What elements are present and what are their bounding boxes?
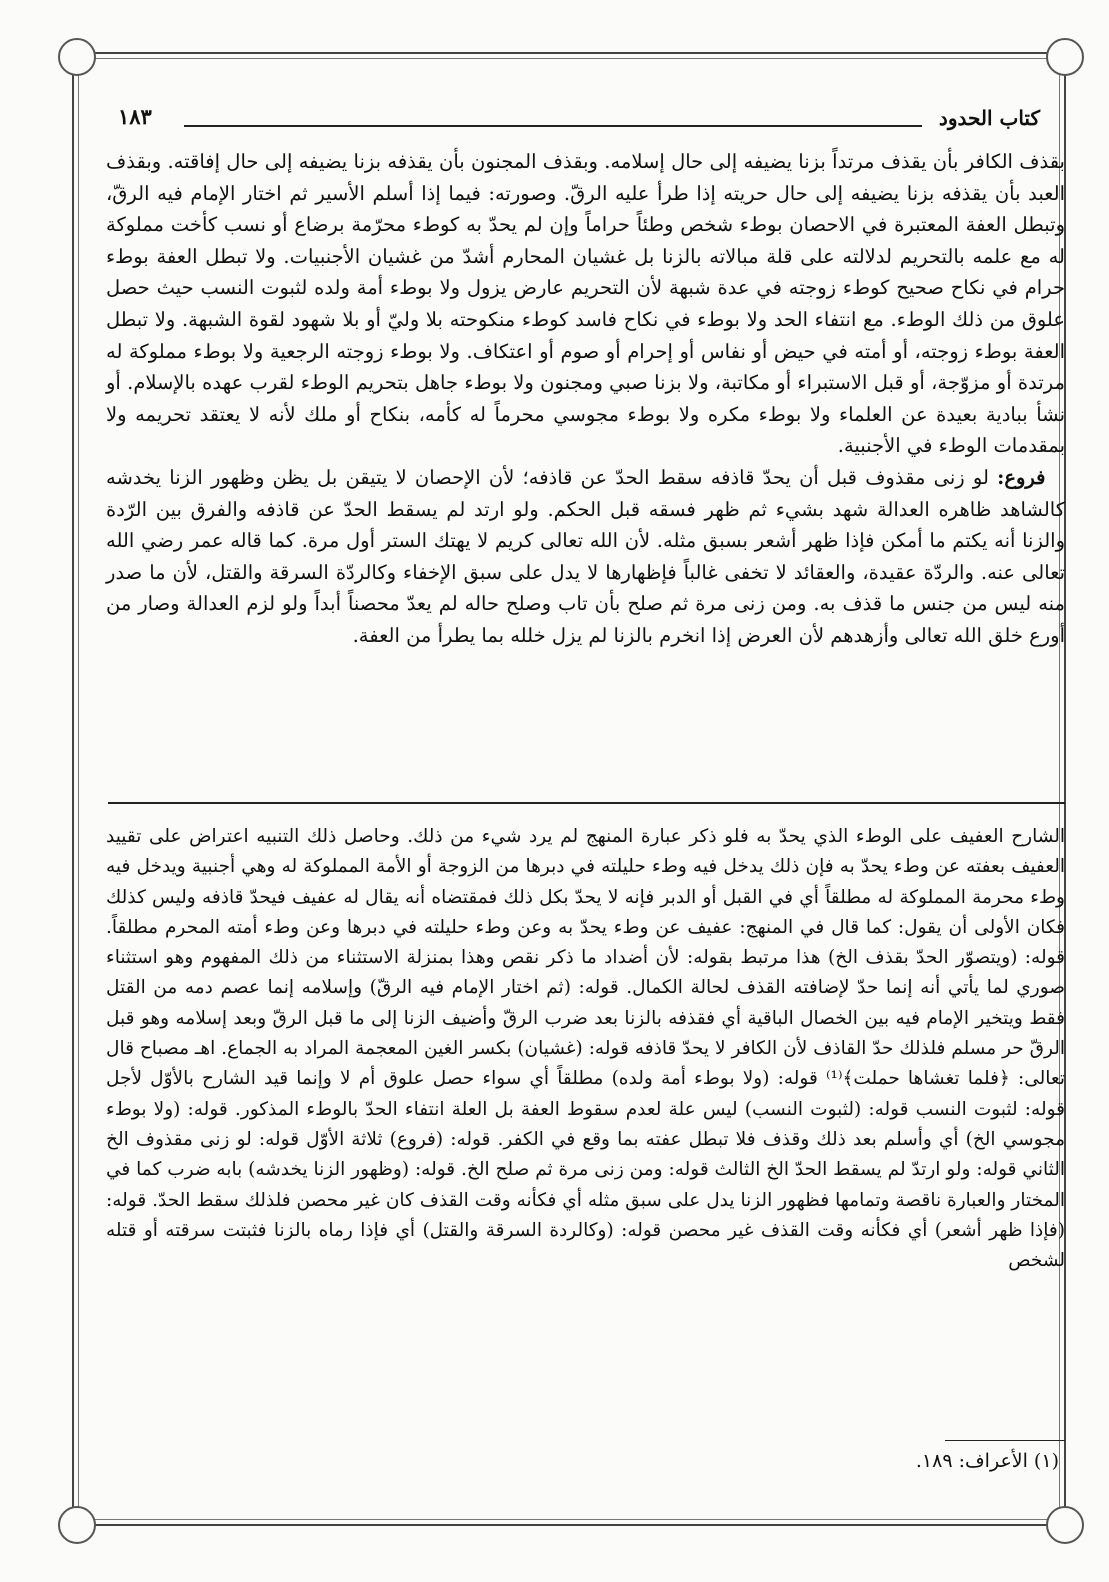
commentary-block [106,822,1065,1276]
furu-label: فروع: [997,465,1046,489]
chapter-title: كتاب الحدود [938,106,1040,130]
running-header [110,100,1040,134]
border-ornament-bottom-left [58,1506,96,1544]
commentary-divider [108,802,1065,804]
border-ornament-top-left [58,38,96,76]
main-paragraph: بقذف الكافر بأن يقذف مرتداً بزنا يضيفه إلى حال إسلامه. وبقذف المجنون بأن يقذفه بزنا يضيفه إلى حال إفاقته. وبقذف العبد بأن يقذفه بزنا يضيفه إلى حال حريته إذا طرأ عليه الرقّ. وصورته: فيما إذا أسلم الأسير ثم اختار الإمام فيه الرقّ، وتبطل العفة المعتبرة في الاحصان بوطء شخص وطئاً حراماً وإن لم يحدّ به كوطء محرّمة برضاع أو نسب كأخت مملوكة له مع علمه بالتحريم لدلالته على قلة مبالاته بالزنا بل غشيان المحارم أشدّ من غشيان الأجنبيات. ولا تبطل العفة بوطء حرام في نكاح صحيح كوطء زوجته في عدة شبهة لأن التحريم عارض يزول ولا بوطء أمة ولده لثبوت النسب حيث حصل علوق من ذلك الوطء. مع انتفاء الحد ولا بوطء في نكاح فاسد كوطء منكوحته بلا وليّ أو بلا شهود لقوة الشبهة. ولا تبطل العفة بوطء زوجته، أو أمته في حيض أو نفاس أو إحرام أو صوم أو اعتكاف. ولا بوطء زوجته الرجعية ولا بوطء مملوكة له مرتدة أو مزوّجة، أو قبل الاستبراء أو مكاتبة، ولا بزنا صبي ومجنون ولا بوطء جاهل بتحريم الوطء لقرب عهده بالإسلام. أو نشأ ببادية بعيدة عن العلماء ولا بوطء مكره ولا بوطء مجوسي محرماً له كأمه، بنكاح أو ملك لأنه لا يعتقد تحريمه ولا بمقدمات الوطء في الأجنبية. [106,150,1065,458]
footnote: (١) الأعراف: ١٨٩. [915,1450,1059,1472]
furu-paragraph [106,462,1065,652]
footnote-rule [945,1440,1065,1441]
furu-text: لو زنى مقذوف قبل أن يحدّ قاذفه سقط الحدّ عن قاذفه؛ لأن الإحصان لا يتيقن بل يظن وظهور الزنا يخدشه كالشاهد ظاهره العدالة شهد بشيء ثم ظهر فسقه قبل الحكم. ولو ارتد لم يسقط الحدّ عن قاذفه والفرق بين الرّدة والزنا أنه يكتم ما أمكن فإذا ظهر أشعر بسبق مثله. لأن الله تعالى كريم لا يهتك الستر أول مرة. كما قاله عمر رضي الله تعالى عنه. والردّة عقيدة، والعقائد لا تخفى غالباً فإظهارها لا يدل على سبق الإخفاء وكالردّة السرقة والقتل، لأن ما صدر منه ليس من جنس ما قذف به. ومن زنى مرة ثم صلح بأن تاب وصلح حاله لم يعدّ محصناً أبداً ولو لزم العدالة وصار من أورع خلق الله تعالى وأزهدهم لأن العرض إذا انخرم بالزنا لم يزل خلله بما يطرأ من العفة. [106,465,1065,647]
main-text-block [106,146,1065,652]
header-rule [184,125,922,127]
page-number: ١٨٣ [118,104,152,129]
commentary-paragraph: الشارح العفيف على الوطء الذي يحدّ به فلو ذكر عبارة المنهج لم يرد شيء من ذلك. وحاصل ذلك التنبيه اعتراض على تقييد العفيف بعفته عن وطء يحدّ به فإن ذلك يدخل فيه وطء حليلته في دبرها من الزوجة أو الأمة المملوكة له وهي أجنبية ويدخل فيه وطء محرمة المملوكة له مطلقاً أي في القبل أو الدبر فإنه لا يحدّ بكل ذلك فمقتضاه أنه يقال له عفيف فيحدّ قاذفه وليس كذلك فكان الأولى أن يقول: كما قال في المنهج: عفيف عن وطء يحدّ به وعن وطء حليلته في دبرها وعن وطء أمته المحرم مطلقاً. قوله: (ويتصوّر الحدّ بقذف الخ) هذا مرتبط بقوله: لأن أضداد ما ذكر نقص وهذا بمنزلة الاستثناء من ذلك المفهوم وهو استثناء صوري لما يأتي أنه إنما حدّ لإضافته القذف لحالة الكمال. قوله: (ثم اختار الإمام فيه الرقّ) وإسلامه إنما عصم دمه من القتل فقط ويتخير الإمام فيه بين الخصال الباقية أي فقذفه بالزنا بعد ضرب الرقّ وأضيف الزنا إلى ما قبل الرقّ وبعد إسلامه وهو قبل الرقّ حر مسلم فلذلك حدّ القاذف لأن الكافر لا يحدّ قاذفه قوله: (غشيان) بكسر الغين المعجمة المراد به الجماع. اهـ مصباح قال تعالى: ﴿فلما تغشاها حملت﴾⁽¹⁾ قوله: (ولا بوطء أمة ولده) مطلقاً أي سواء حصل علوق أم لا وإنما قيد الشارح بالأوّل لأجل قوله: لثبوت النسب قوله: (لثبوت النسب) ليس علة لعدم سقوط العفة بل العلة انتفاء الحدّ بالوطء المذكور. قوله: (ولا بوطء مجوسي الخ) أي وأسلم بعد ذلك وقذف فلا تبطل عفته بما وقع في الكفر. قوله: (فروع) ثلاثة الأوّل قوله: لو زنى مقذوف الخ الثاني قوله: ولو ارتدّ لم يسقط الحدّ الخ الثالث قوله: ومن زنى مرة ثم صلح الخ. قوله: (وظهور الزنا يخدشه) بابه ضرب كما في المختار والعبارة ناقصة وتمامها فظهور الزنا يدل على سبق مثله أي فكأنه وقت القذف كان غير محصن فلذلك سقط الحدّ. قوله: (فإذا ظهر أشعر) أي فكأنه وقت القذف غير محصن قوله: (وكالردة السرقة والقتل) أي فإذا رماه بالزنا فثبتت سرقته أو قتله لشخص [106,826,1065,1272]
border-ornament-bottom-right [1046,1506,1084,1544]
border-ornament-top-right [1046,38,1084,76]
